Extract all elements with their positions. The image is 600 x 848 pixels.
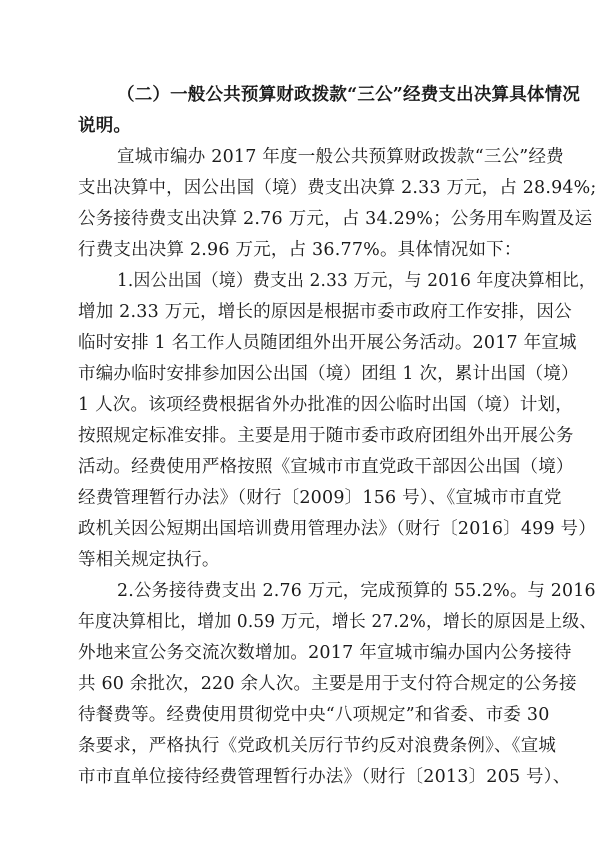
item2-line-3: 外地来宣公务交流次数增加。2017 年宣城市编办国内公务接待 xyxy=(78,643,572,663)
item2-line-1: 2.公务接待费支出 2.76 万元，完成预算的 55.2%。与 2016 xyxy=(117,581,596,601)
section-heading-line-2: 说明。 xyxy=(78,116,132,136)
item2-line-2: 年度决算相比，增加 0.59 万元，增长 27.2%，增长的原因是上级、 xyxy=(78,612,597,632)
item1-line-8: 经费管理暂行办法》（财行〔2009〕156 号）、《宣城市市直党 xyxy=(78,488,562,508)
intro-line-4: 行费支出决算 2.96 万元，占 36.77%。具体情况如下： xyxy=(78,240,522,260)
intro-line-1: 宣城市编办 2017 年度一般公共预算财政拨款“三公”经费 xyxy=(117,147,564,167)
item1-line-9: 政机关因公短期出国培训费用管理办法》（财行〔2016〕499 号） xyxy=(78,519,596,539)
item1-line-3: 临时安排 1 名工作人员随团组外出开展公务活动。2017 年宣城 xyxy=(78,333,577,353)
item1-line-2: 增加 2.33 万元，增长的原因是根据市委市政府工作安排，因公 xyxy=(78,302,572,322)
item1-line-6: 按照规定标准安排。主要是用于随市委市政府团组外出开展公务 xyxy=(78,426,574,446)
item2-line-7: 市市直单位接待经费管理暂行办法》（财行〔2013〕205 号）、 xyxy=(78,767,571,787)
intro-line-2: 支出决算中，因公出国（境）费支出决算 2.33 万元，占 28.94%; xyxy=(78,178,597,198)
item1-line-5: 1 人次。该项经费根据省外办批准的因公临时出国（境）计划， xyxy=(78,395,573,415)
item2-line-6: 条要求，严格执行《党政机关厉行节约反对浪费条例》、《宣城 xyxy=(78,736,557,756)
item2-line-4: 共 60 余批次，220 余人次。主要是用于支付符合规定的公务接 xyxy=(78,674,577,694)
section-heading-line-1: （二）一般公共预算财政拨款“三公”经费支出决算具体情况 xyxy=(117,85,581,105)
intro-line-3: 公务接待费支出决算 2.76 万元，占 34.29%；公务用车购置及运 xyxy=(78,209,593,229)
item1-line-1: 1.因公出国（境）费支出 2.33 万元，与 2016 年度决算相比， xyxy=(117,271,596,291)
item1-line-4: 市编办临时安排参加因公出国（境）团组 1 次，累计出国（境） xyxy=(78,364,579,384)
item2-line-5: 待餐费等。经费使用贯彻党中央“八项规定”和省委、市委 30 xyxy=(78,705,550,725)
item1-line-7: 活动。经费使用严格按照《宣城市市直党政干部因公出国（境） xyxy=(78,457,574,477)
item1-line-10: 等相关规定执行。 xyxy=(78,550,220,570)
